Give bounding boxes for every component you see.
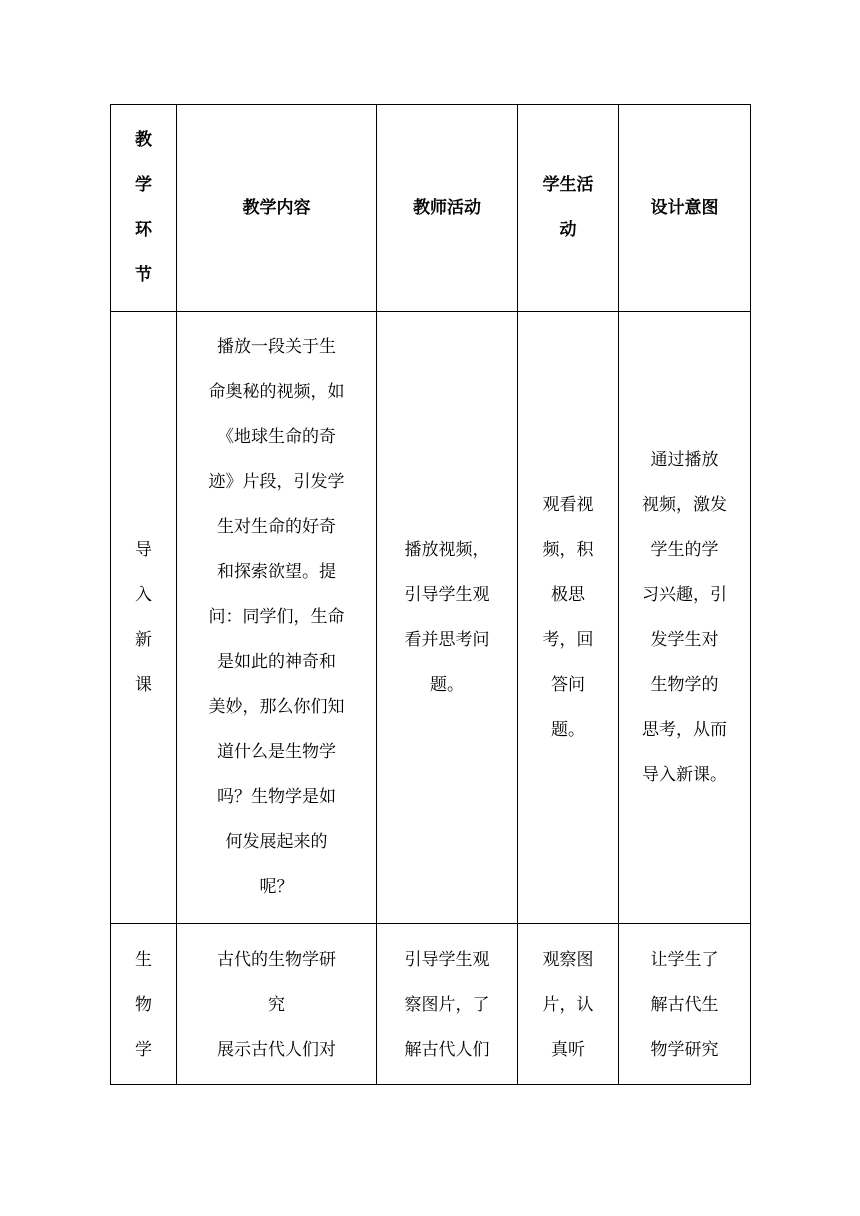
cell-teacher [377, 312, 518, 924]
cell-student [518, 312, 619, 924]
header-content [177, 105, 377, 312]
header-student-text: 学生活 动 [542, 175, 594, 240]
table-header-row [111, 105, 751, 312]
header-student [518, 105, 619, 312]
lesson-plan-table [110, 104, 751, 1085]
cell-student [518, 924, 619, 1085]
header-teacher [377, 105, 518, 312]
cell-content [177, 312, 377, 924]
cell-stage [111, 924, 177, 1085]
stage-text: 导 入 新 课 [135, 539, 152, 695]
design-text: 让学生了 解古代生 物学研究 [650, 950, 719, 1060]
header-design [619, 105, 751, 312]
design-text: 通过播放 视频，激发 学生的学 习兴趣，引 发学生对 生物学的 思考，从而 导入新课。 [642, 449, 727, 785]
content-text: 古代的生物学研 究 展示古代人们对 [217, 950, 336, 1060]
teacher-text: 播放视频， 引导学生观 看并思考问 题。 [404, 539, 490, 695]
student-text: 观察图 片，认 真听 [542, 950, 594, 1060]
cell-teacher [377, 924, 518, 1085]
cell-content [177, 924, 377, 1085]
header-stage-text: 教 学 环 节 [135, 130, 152, 285]
header-content-text: 教学内容 [242, 197, 311, 218]
cell-design [619, 924, 751, 1085]
table-row [111, 924, 751, 1085]
student-text: 观看视 频，积 极思 考，回 答问 题。 [542, 494, 594, 740]
teacher-text: 引导学生观 察图片，了 解古代人们 [404, 950, 490, 1060]
stage-text: 生 物 学 [135, 950, 152, 1060]
cell-stage [111, 312, 177, 924]
header-teacher-text: 教师活动 [413, 197, 481, 218]
cell-design [619, 312, 751, 924]
table-row [111, 312, 751, 924]
header-design-text: 设计意图 [650, 197, 719, 218]
content-text: 播放一段关于生 命奥秘的视频，如 《地球生命的奇 迹》片段，引发学 生对生命的好奇 和探索欲望。提 问：同学们，生命 是如此的神奇和 美妙，那么你们知 道什么是生物学 吗？生物学是如 何发展起来的 呢？ [208, 337, 345, 897]
header-stage [111, 105, 177, 312]
